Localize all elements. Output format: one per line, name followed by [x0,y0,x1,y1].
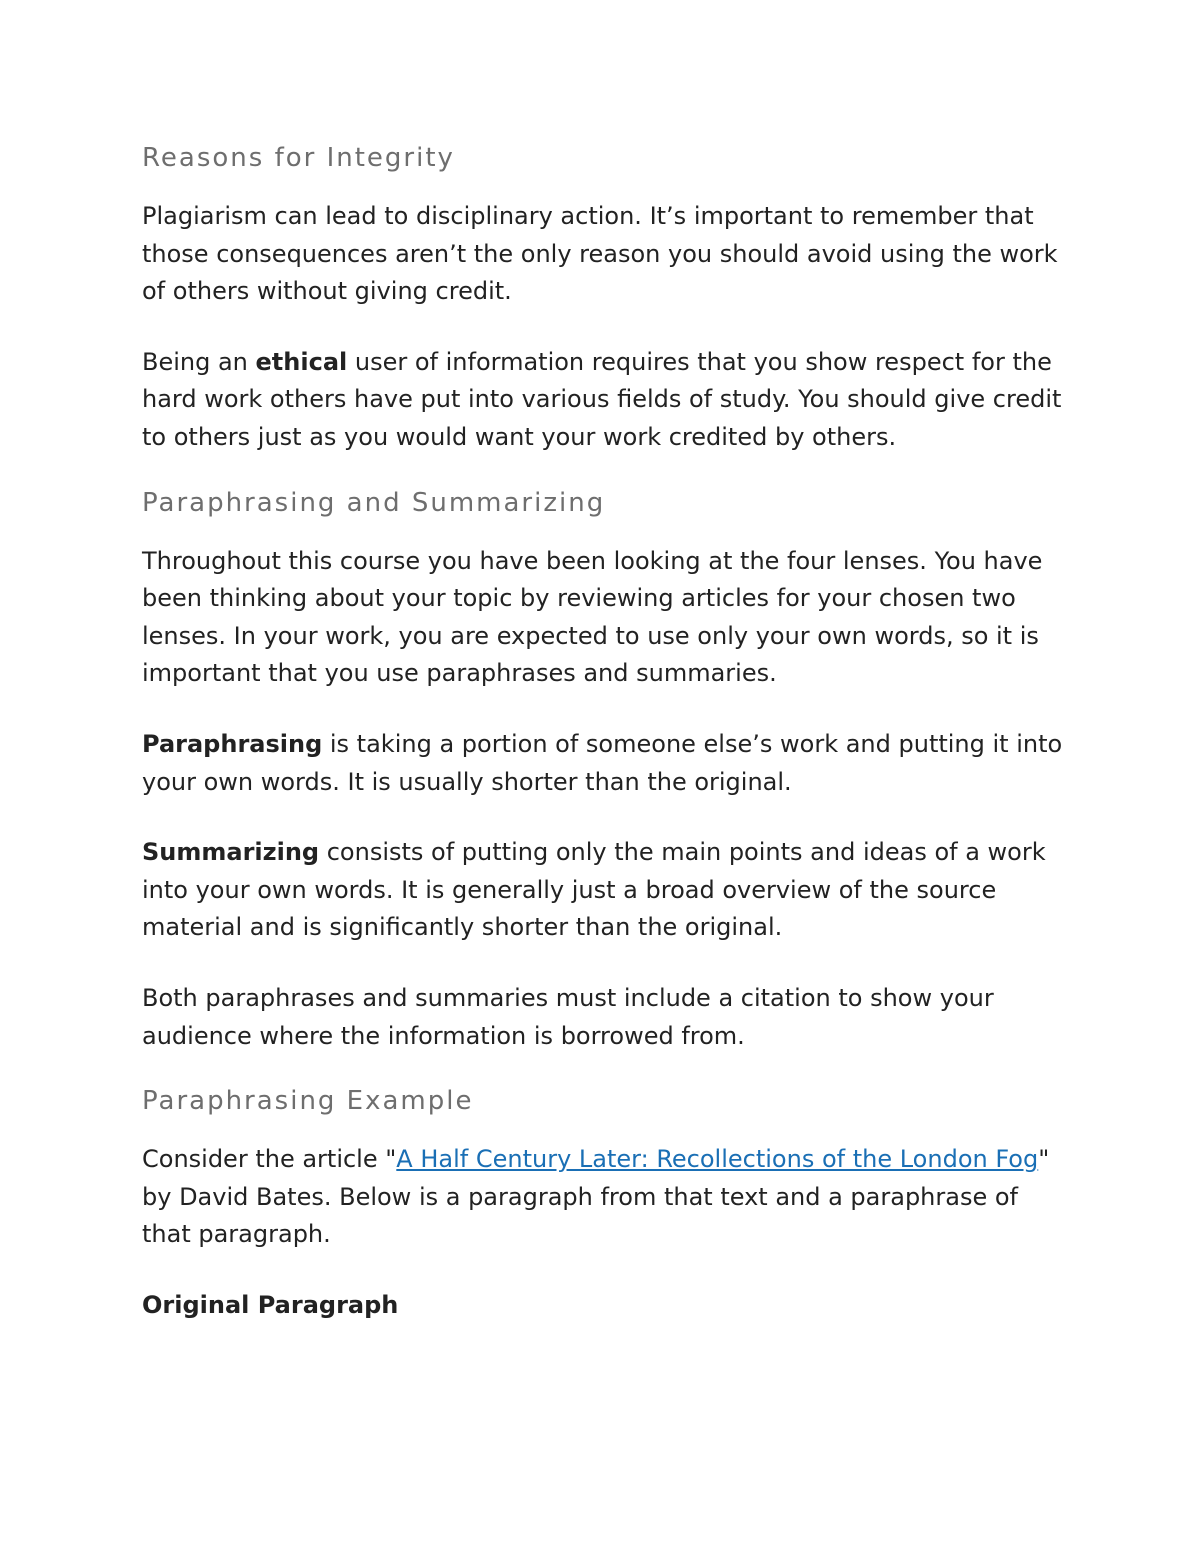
text-segment: Consider the article " [142,1145,397,1174]
text-segment: user of information requires that you show respect for the hard work others have put into various fields of study. You should give credit to others just as you would want your work credited by others. [142,347,1062,451]
text-segment: " by David Bates. Below is a paragraph from that text and a paraphrase of that paragraph. [142,1145,1050,1249]
paragraph-ethical-user [142,344,1072,457]
paragraph-summarizing-definition [142,834,1072,947]
article-link[interactable]: A Half Century Later: Recollections of the London Fog [396,1145,1039,1174]
text-segment: Being an [142,347,256,376]
heading-paraphrasing-and-summarizing: Paraphrasing and Summarizing [142,487,606,518]
paragraph-paraphrasing-definition [142,726,1072,801]
bold-term-summarizing: Summarizing [142,838,320,867]
document-page [142,138,1072,1324]
heading-original-paragraph: Original Paragraph [142,1290,399,1319]
heading-paraphrasing-example: Paraphrasing Example [142,1086,474,1117]
text-segment: consists of putting only the main points and ideas of a work into your own words. It is generally just a broad overview of the source material and is significantly shorter than the original. [142,838,1046,942]
paragraph-consider-article [142,1141,1072,1254]
text-segment: is taking a portion of someone else’s work and putting it into your own words. It is usually shorter than the original. [142,729,1063,796]
paragraph-citation-required: Both paraphrases and summaries must include a citation to show your audience where the information is borrowed from. [142,983,994,1050]
paragraph-four-lenses: Throughout this course you have been looking at the four lenses. You have been thinking about your topic by reviewing articles for your chosen two lenses. In your work, you are expected to use only your own words, so it is important that you use paraphrases and summaries. [142,546,1043,688]
paragraph-plagiarism: Plagiarism can lead to disciplinary action. It’s important to remember that those consequences aren’t the only reason you should avoid using the work of others without giving credit. [142,202,1058,306]
bold-term-paraphrasing: Paraphrasing [142,729,323,758]
bold-term-ethical: ethical [255,347,348,376]
heading-reasons-for-integrity: Reasons for Integrity [142,143,455,173]
